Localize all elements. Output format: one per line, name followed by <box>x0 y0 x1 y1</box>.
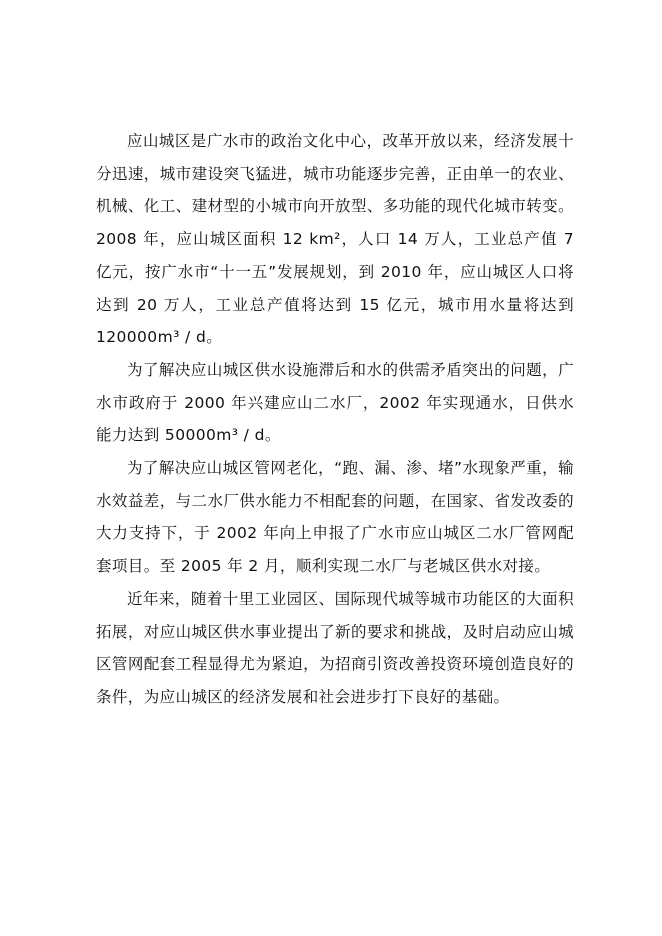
paragraph-2: 为了解决应山城区供水设施滞后和水的供需矛盾突出的问题，广水市政府于 2000 年兴建应山二水厂，2002 年实现通水，日供水能力达到 50000m³ / d。 <box>96 360 574 445</box>
document-body <box>96 125 574 714</box>
paragraph-4: 近年来，随着十里工业园区、国际现代城等城市功能区的大面积拓展，对应山城区供水事业提出了新的要求和挑战，及时启动应山城区管网配套工程显得尤为紧迫，为招商引资改善投资环境创造良好的条件，为应山城区的经济发展和社会进步打下良好的基础。 <box>96 589 574 706</box>
paragraph-3: 为了解决应山城区管网老化，“跑、漏、渗、堵”水现象严重，输水效益差，与二水厂供水能力不相配套的问题，在国家、省发改委的大力支持下，于 2002 年向上申报了广水市应山城区二水厂管网配套项目。至 2005 年 2 月，顺利实现二水厂与老城区供水对接。 <box>96 459 574 576</box>
paragraph-1: 应山城区是广水市的政治文化中心，改革开放以来，经济发展十分迅速，城市建设突飞猛进，城市功能逐步完善，正由单一的农业、机械、化工、建材型的小城市向开放型、多功能的现代化城市转变。2008 年，应山城区面积 12 km²，人口 14 万人，工业总产值 7 亿元，按广水市“十一五”发展规划，到 2010 年，应山城区人口将达到 20 万人，工业总产值将达到 15 亿元，城市用水量将达到 120000m³ / d。 <box>96 132 574 347</box>
